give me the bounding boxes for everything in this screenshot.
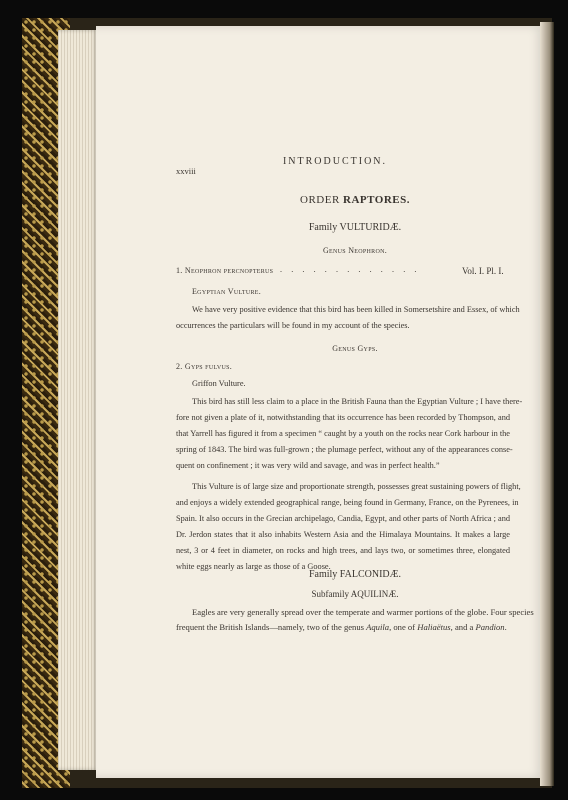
species-entry-neophron: 1. Neophron percnopterus: [176, 266, 274, 275]
species-entry-gyps: 2. Gyps fulvus.: [176, 362, 233, 371]
paragraph-line: spring of 1843. The bird was full-grown ; the plumage perfect, without any of the appearances conse-: [176, 445, 513, 454]
plate-reference: Vol. I. Pl. I.: [462, 266, 504, 276]
order-heading: [170, 192, 540, 208]
paragraph-line: white eggs nearly as large as those of a Goose.: [176, 562, 331, 571]
genus-name-pandion: Pandion: [475, 622, 505, 632]
dot-leader: . . . . . . . . . . . . .: [280, 265, 420, 274]
paragraph-line: Eagles are very generally spread over the temperate and warmer portions of the globe. Four species: [192, 607, 534, 617]
genus-name-haliaetus: Haliaëtus: [417, 622, 451, 632]
book-spine-shadow: [540, 22, 554, 786]
paragraph-line: and enjoys a widely extended geographical range, being found in Germany, France, on the Pyrenees, in: [176, 498, 519, 507]
paragraph-line: that Yarrell has figured it from a specimen “ caught by a youth on the rocks near Cork harbour in the: [176, 429, 510, 438]
family-heading-falconidae: Family FALCONIDÆ.: [308, 569, 402, 580]
text-run: .: [504, 622, 507, 632]
paragraph-line: fore not given a plate of it, notwithstanding that its occurrence has been recorded by Thompson, and: [176, 413, 510, 422]
order-prefix: ORDER: [300, 194, 340, 206]
text-run: frequent the British Islands—namely, two of the genus: [176, 622, 367, 632]
paragraph-line: nest, 3 or 4 feet in diameter, on rocks and high trees, and lays two, or sometimes three, elongated: [176, 546, 510, 555]
subfamily-heading-aquilinae: Subfamily AQUILINÆ.: [311, 589, 399, 599]
genus-heading-gyps: Genus Gyps.: [332, 344, 378, 353]
paragraph-line: This Vulture is of large size and proportionate strength, possesses great sustaining powers of flight,: [192, 482, 521, 491]
text-run: , one of: [389, 622, 418, 632]
order-name: RAPTORES.: [343, 194, 410, 206]
paragraph-line: We have very positive evidence that this bird has been killed in Somersetshire and Essex, of which: [192, 305, 520, 314]
text-run: , and a: [450, 622, 476, 632]
genus-heading-neophron: Genus Neophron.: [322, 246, 388, 255]
paragraph-line: Dr. Jerdon states that it also inhabits Western Asia and the Himalaya Mountains. It makes a large: [176, 530, 510, 539]
paragraph-line: occurrences the particulars will be found in my account of the species.: [176, 321, 410, 330]
paragraph-line: [176, 619, 507, 635]
page-number: xxviii: [176, 166, 196, 176]
family-heading-vulturidae: Family VULTURIDÆ.: [308, 222, 402, 233]
paragraph-line: This bird has still less claim to a place in the British Fauna than the Egyptian Vulture ; I have there-: [192, 397, 523, 406]
page-stack-edge: [58, 30, 98, 770]
paragraph-line: Spain. It also occurs in the Grecian archipelago, Candia, Egypt, and other parts of North Africa ; and: [176, 514, 510, 523]
genus-name-aquila: Aquila: [366, 622, 390, 632]
common-name-egyptian-vulture: Egyptian Vulture.: [192, 287, 262, 296]
paragraph-line: quent on confinement ; it was very wild and savage, and was in perfect health.”: [176, 461, 440, 470]
common-name-griffon-vulture: Griffon Vulture.: [192, 379, 246, 388]
running-title: INTRODUCTION.: [282, 156, 388, 167]
